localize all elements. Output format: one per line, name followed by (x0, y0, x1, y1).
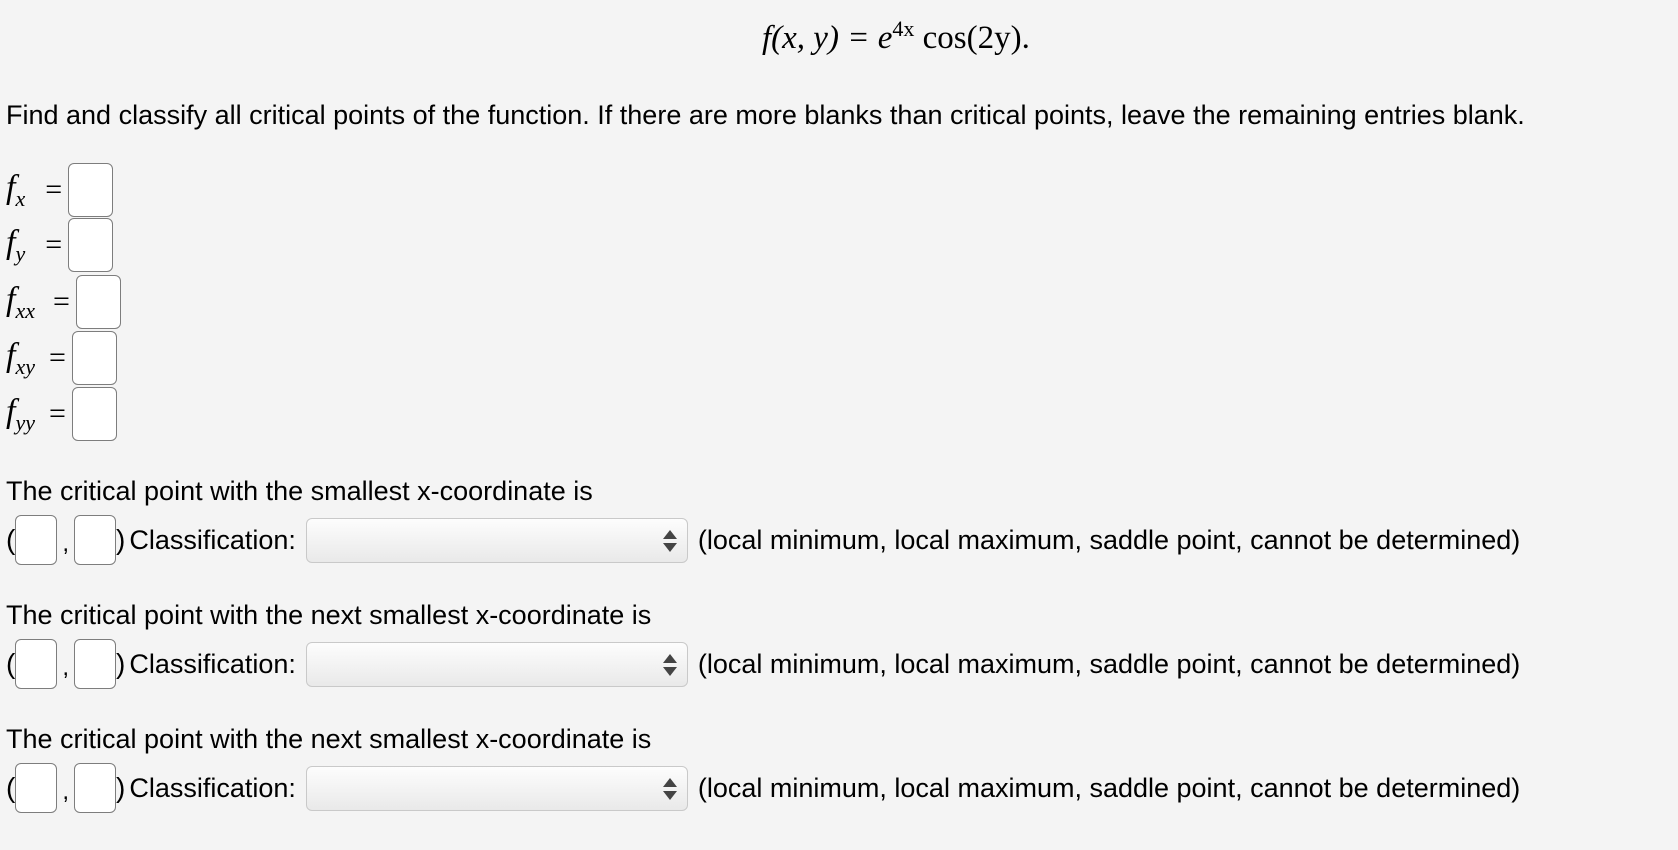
classification-label: Classification: (129, 648, 296, 679)
derivative-label: $f_y$ (6, 223, 26, 266)
critical-point-3-heading: The critical point with the next smallest x-coordinate is (6, 724, 652, 754)
equals-sign: = (48, 397, 66, 430)
derivative-row-fxx (6, 277, 121, 327)
select-arrows-icon (663, 651, 677, 679)
classification-options-hint: (local minimum, local maximum, saddle point, cannot be determined) (697, 772, 1521, 803)
critical-point-3-row (6, 763, 1520, 813)
classification-options-hint: (local minimum, local maximum, saddle point, cannot be determined) (697, 524, 1521, 555)
derivative-label: $f_{xx}$ (6, 280, 35, 323)
close-paren: ) (116, 772, 126, 803)
open-paren: ( (6, 648, 16, 679)
derivative-label: $f_x$ (6, 168, 26, 211)
derivative-label: $f_{yy}$ (6, 392, 35, 435)
equals-sign: = (45, 173, 63, 206)
critical-point-2-row (6, 639, 1520, 689)
classification-label: Classification: (129, 524, 296, 555)
fxy-input[interactable] (72, 331, 117, 385)
close-paren: ) (116, 524, 126, 555)
critical-point-1-row (6, 515, 1520, 565)
fyy-input[interactable] (72, 387, 117, 441)
derivative-row-fyy (6, 389, 117, 439)
formula-lhs: f(x, y) = e (762, 20, 893, 56)
critical-point-3-y-input[interactable] (74, 763, 116, 813)
critical-point-2-classification-select[interactable] (306, 642, 688, 687)
formula-rhs: cos(2y). (914, 20, 1030, 56)
select-arrows-icon (663, 775, 677, 803)
derivative-row-fxy (6, 333, 117, 383)
equals-sign: = (48, 341, 66, 374)
critical-point-1-y-input[interactable] (74, 515, 116, 565)
function-formula (762, 16, 1030, 56)
critical-point-2-heading: The critical point with the next smallest x-coordinate is (6, 600, 652, 630)
equals-sign: = (45, 228, 63, 261)
comma: , (62, 654, 69, 681)
critical-point-1-heading: The critical point with the smallest x-coordinate is (6, 476, 593, 506)
critical-point-3-x-input[interactable] (15, 763, 57, 813)
derivative-row-fx (6, 165, 113, 215)
critical-point-1-classification-select[interactable] (306, 518, 688, 563)
critical-point-1-x-input[interactable] (15, 515, 57, 565)
fy-input[interactable] (68, 218, 113, 272)
critical-point-2-y-input[interactable] (74, 639, 116, 689)
fx-input[interactable] (68, 163, 113, 217)
close-paren: ) (116, 648, 126, 679)
critical-point-2-x-input[interactable] (15, 639, 57, 689)
comma: , (62, 530, 69, 557)
comma: , (62, 778, 69, 805)
formula-exponent: 4x (892, 16, 915, 41)
instructions-text: Find and classify all critical points of the function. If there are more blanks than critical points, leave the remaining entries blank. (6, 100, 1525, 130)
derivative-label: $f_{xy}$ (6, 336, 35, 379)
fxx-input[interactable] (76, 275, 121, 329)
open-paren: ( (6, 772, 16, 803)
select-arrows-icon (663, 527, 677, 555)
classification-label: Classification: (129, 772, 296, 803)
classification-options-hint: (local minimum, local maximum, saddle point, cannot be determined) (697, 648, 1521, 679)
critical-point-3-classification-select[interactable] (306, 766, 688, 811)
derivative-row-fy (6, 220, 113, 270)
open-paren: ( (6, 524, 16, 555)
equals-sign: = (52, 285, 70, 318)
